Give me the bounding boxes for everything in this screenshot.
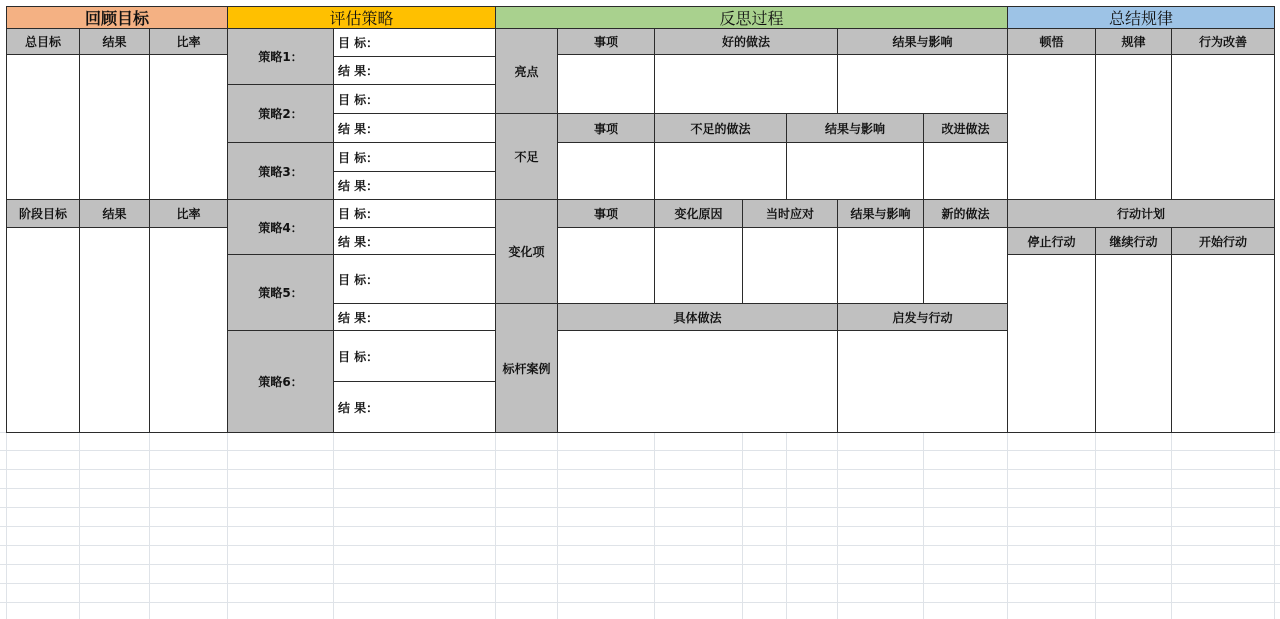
- strategy-4-label[interactable]: 策略4：: [227, 199, 334, 255]
- cell-highlight-result-impact[interactable]: [837, 54, 1008, 114]
- cell-start-action[interactable]: [1171, 254, 1275, 433]
- header-total-goal[interactable]: 总目标: [6, 28, 80, 55]
- cell-good-practice[interactable]: [654, 54, 838, 114]
- cell-change-result-impact[interactable]: [837, 227, 924, 304]
- cell-change-item[interactable]: [557, 227, 655, 304]
- header-response[interactable]: 当时应对: [742, 199, 838, 228]
- cell-improve-practice[interactable]: [923, 142, 1008, 200]
- strategy-5-label[interactable]: 策略5：: [227, 254, 334, 331]
- cell-stage-goal[interactable]: [6, 227, 80, 433]
- cell-total-ratio[interactable]: [149, 54, 228, 200]
- section-summarize-rules[interactable]: 总结规律: [1007, 6, 1275, 29]
- header-specific-practice[interactable]: 具体做法: [557, 303, 838, 331]
- reflection-benchmark-label[interactable]: 标杆案例: [495, 303, 558, 433]
- header-new-practice[interactable]: 新的做法: [923, 199, 1008, 228]
- cell-stage-result[interactable]: [79, 227, 150, 433]
- cell-stop-action[interactable]: [1007, 254, 1096, 433]
- strategy-4-target[interactable]: 目 标：: [333, 199, 496, 228]
- strategy-6-label[interactable]: 策略6：: [227, 330, 334, 433]
- strategy-1-result[interactable]: 结 果：: [333, 56, 496, 85]
- header-rule[interactable]: 规律: [1095, 28, 1172, 55]
- reflection-shortcomings-label[interactable]: 不足: [495, 113, 558, 200]
- reflection-changes-label[interactable]: 变化项: [495, 199, 558, 304]
- header-stage-goal[interactable]: 阶段目标: [6, 199, 80, 228]
- section-review-goals[interactable]: 回顾目标: [6, 6, 228, 29]
- strategy-3-result[interactable]: 结 果：: [333, 171, 496, 200]
- strategy-6-result[interactable]: 结 果：: [333, 381, 496, 433]
- strategy-3-label[interactable]: 策略3：: [227, 142, 334, 200]
- header-stop-action[interactable]: 停止行动: [1007, 227, 1096, 255]
- header-start-action[interactable]: 开始行动: [1171, 227, 1275, 255]
- header-insight[interactable]: 顿悟: [1007, 28, 1096, 55]
- strategy-2-result[interactable]: 结 果：: [333, 113, 496, 143]
- header-highlight-item[interactable]: 事项: [557, 28, 655, 55]
- header-inspiration-action[interactable]: 启发与行动: [837, 303, 1008, 331]
- header-behavior-improve[interactable]: 行为改善: [1171, 28, 1275, 55]
- cell-change-reason[interactable]: [654, 227, 743, 304]
- cell-total-goal[interactable]: [6, 54, 80, 200]
- cell-response[interactable]: [742, 227, 838, 304]
- header-bad-practice[interactable]: 不足的做法: [654, 113, 787, 143]
- header-shortcoming-result-impact[interactable]: 结果与影响: [786, 113, 924, 143]
- cell-insight[interactable]: [1007, 54, 1096, 200]
- cell-highlight-item[interactable]: [557, 54, 655, 114]
- header-change-item[interactable]: 事项: [557, 199, 655, 228]
- strategy-2-target[interactable]: 目 标：: [333, 84, 496, 114]
- cell-new-practice[interactable]: [923, 227, 1008, 304]
- cell-bad-practice[interactable]: [654, 142, 787, 200]
- strategy-3-target[interactable]: 目 标：: [333, 142, 496, 172]
- header-change-reason[interactable]: 变化原因: [654, 199, 743, 228]
- strategy-5-target[interactable]: 目 标：: [333, 254, 496, 304]
- cell-shortcoming-item[interactable]: [557, 142, 655, 200]
- cell-continue-action[interactable]: [1095, 254, 1172, 433]
- cell-rule[interactable]: [1095, 54, 1172, 200]
- reflection-highlights-label[interactable]: 亮点: [495, 28, 558, 114]
- header-stage-result[interactable]: 结果: [79, 199, 150, 228]
- cell-total-result[interactable]: [79, 54, 150, 200]
- header-continue-action[interactable]: 继续行动: [1095, 227, 1172, 255]
- header-good-practice[interactable]: 好的做法: [654, 28, 838, 55]
- strategy-6-target[interactable]: 目 标：: [333, 330, 496, 382]
- cell-inspiration-action[interactable]: [837, 330, 1008, 433]
- header-improve-practice[interactable]: 改进做法: [923, 113, 1008, 143]
- strategy-1-label[interactable]: 策略1：: [227, 28, 334, 85]
- strategy-4-result[interactable]: 结 果：: [333, 227, 496, 255]
- cell-stage-ratio[interactable]: [149, 227, 228, 433]
- section-reflection-process[interactable]: 反思过程: [495, 6, 1008, 29]
- header-stage-ratio[interactable]: 比率: [149, 199, 228, 228]
- cell-shortcoming-result-impact[interactable]: [786, 142, 924, 200]
- section-evaluate-strategy[interactable]: 评估策略: [227, 6, 496, 29]
- header-total-result[interactable]: 结果: [79, 28, 150, 55]
- header-total-ratio[interactable]: 比率: [149, 28, 228, 55]
- header-shortcoming-item[interactable]: 事项: [557, 113, 655, 143]
- strategy-5-result[interactable]: 结 果：: [333, 303, 496, 331]
- strategy-1-target[interactable]: 目 标：: [333, 28, 496, 57]
- header-change-result-impact[interactable]: 结果与影响: [837, 199, 924, 228]
- strategy-2-label[interactable]: 策略2：: [227, 84, 334, 143]
- header-action-plan[interactable]: 行动计划: [1007, 199, 1275, 228]
- cell-specific-practice[interactable]: [557, 330, 838, 433]
- cell-behavior-improve[interactable]: [1171, 54, 1275, 200]
- header-highlight-result-impact[interactable]: 结果与影响: [837, 28, 1008, 55]
